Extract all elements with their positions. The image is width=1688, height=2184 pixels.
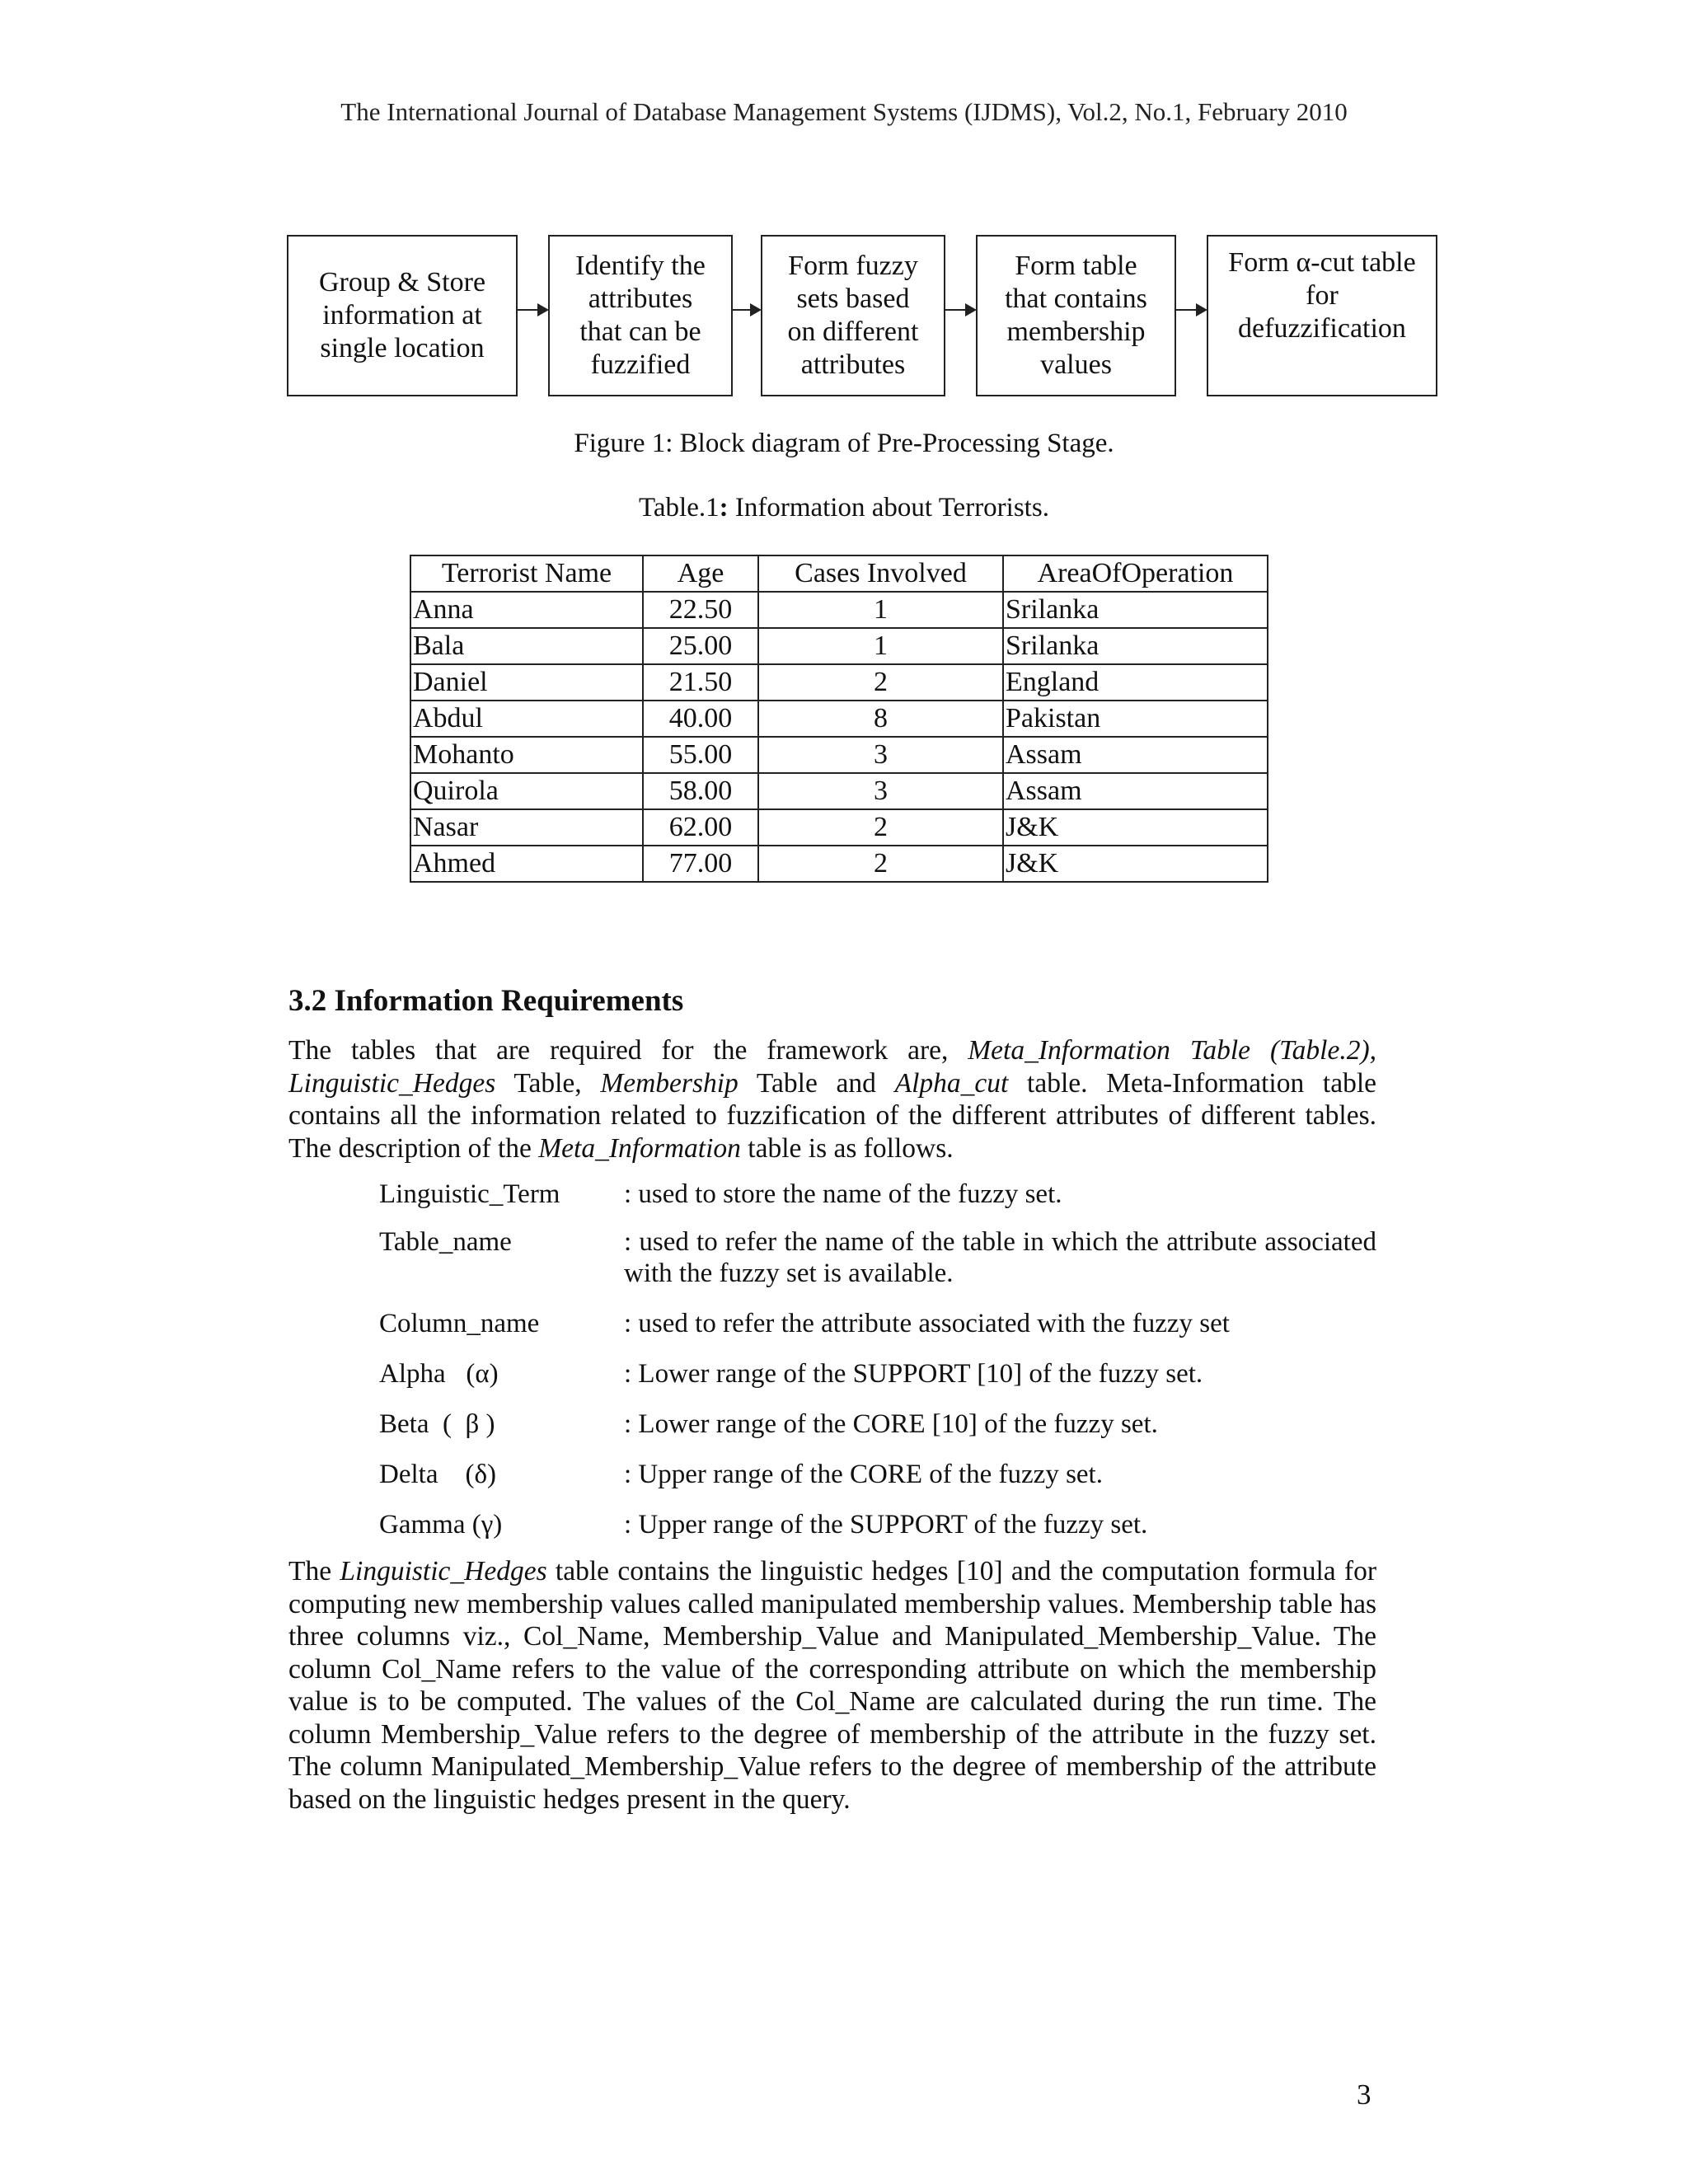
definition-desc: : Upper range of the SUPPORT of the fuzzy set. [624,1510,1148,1540]
diagram-block-4 [976,235,1176,396]
cell-cases: 3 [758,773,1003,809]
definition-term: Alpha (α) [379,1359,499,1389]
table-row [410,809,1268,846]
cell-age: 21.50 [643,664,758,701]
text-run: Table and [738,1067,895,1099]
diagram-block-3 [761,235,945,396]
cell-cases: 1 [758,628,1003,664]
cell-area: Srilanka [1003,592,1268,628]
text-run: table contains the linguistic hedges [10] and the computation formula for computing new membership values called manipulated membership values. Membership table has three columns viz., Col_Name, Membership_Value and Manipulated_Membership_Value. The column Col_Name refers to the value of the corresponding attribute on which the membership value is to be computed. The values of the Col_Name are calculated during the run time. The column Membership_Value refers to the degree of membership of the attribute in the fuzzy set. The column Manipulated_Membership_Value refers to the degree of membership of the attribute based on the linguistic hedges present in the query. [288,1556,1376,1815]
definition-term: Linguistic_Term [379,1179,560,1209]
cell-area: J&K [1003,809,1268,846]
italic-run: Membership [600,1067,738,1099]
block-line: on different [787,316,919,347]
block-line: Form table [1015,251,1137,281]
block-line: that contains [1005,284,1147,314]
cell-name: Bala [410,628,643,664]
cell-cases: 1 [758,592,1003,628]
cell-cases: 3 [758,737,1003,773]
block-line: Identify the [575,251,706,281]
italic-run: Meta_Information [538,1132,741,1164]
definition-desc: : Lower range of the CORE [10] of the fuzzy set. [624,1409,1158,1439]
text-run: table is as follows. [740,1132,954,1164]
definition-desc: : Lower range of the SUPPORT [10] of the fuzzy set. [624,1359,1203,1389]
table-row [410,737,1268,773]
cell-name: Ahmed [410,846,643,882]
diagram-block-5 [1207,235,1437,396]
terrorists-table [410,555,1268,883]
arrow-icon [1176,309,1206,311]
table-row [410,628,1268,664]
cell-area: England [1003,664,1268,701]
cell-age: 40.00 [643,701,758,737]
cell-age: 62.00 [643,809,758,846]
cell-area: Srilanka [1003,628,1268,664]
column-header: AreaOfOperation [1003,555,1268,592]
block-line: that can be [579,316,701,347]
cell-age: 55.00 [643,737,758,773]
definition-term: Beta ( β ) [379,1409,495,1439]
block-line: sets based [796,284,910,314]
cell-age: 22.50 [643,592,758,628]
text-run: The tables that are required for the framework are, [288,1035,968,1066]
definition-desc: : used to refer the attribute associated with the fuzzy set [624,1309,1230,1338]
block-line: Group & Store [318,267,486,298]
arrow-icon [733,309,760,311]
paragraph-intro [288,1034,1376,1165]
block-line: for [1306,280,1339,311]
cell-age: 58.00 [643,773,758,809]
cell-cases: 2 [758,846,1003,882]
table-caption-text: Information about Terrorists. [728,493,1049,523]
table-row [410,846,1268,882]
italic-run: Linguistic_Hedges [340,1556,547,1586]
table-row [410,701,1268,737]
journal-header: The International Journal of Database Management Systems (IJDMS), Vol.2, No.1, February 2010 [340,97,1348,126]
block-line: single location [320,333,485,363]
cell-age: 25.00 [643,628,758,664]
text-run: table. Meta-Information table contains all the information related to fuzzification of the different attributes of different tables. The description of the [288,1067,1376,1164]
arrow-icon [518,309,547,311]
cell-age: 77.00 [643,846,758,882]
table-row [410,664,1268,701]
block-line: membership [1006,316,1146,347]
definition-desc: : used to refer the name of the table in which the attribute associated with the fuzzy set is available. [624,1227,1376,1288]
table-caption-prefix: Table.1 [639,493,720,523]
text-run: The [288,1556,340,1586]
diagram-block-1 [287,235,518,396]
definition-desc: : Upper range of the CORE of the fuzzy set. [624,1460,1103,1489]
column-header: Age [643,555,758,592]
cell-cases: 2 [758,664,1003,701]
cell-name: Daniel [410,664,643,701]
block-line: fuzzified [590,349,691,380]
definition-term: Column_name [379,1309,540,1338]
section-title: 3.2 Information Requirements [288,984,684,1018]
table-row [410,773,1268,809]
diagram-block-2 [548,235,733,396]
block-line: Form α-cut table [1228,247,1416,278]
paragraph-hedges [288,1555,1376,1816]
cell-name: Mohanto [410,737,643,773]
figure-caption: Figure 1: Block diagram of Pre-Processing Stage. [574,429,1114,458]
page-number: 3 [1357,2079,1372,2111]
block-line: attributes [800,349,906,380]
italic-run: Meta_Information Table (Table.2), Linguistic_Hedges [288,1035,1376,1099]
block-line: Form fuzzy [788,251,918,281]
cell-area: Pakistan [1003,701,1268,737]
block-line: defuzzification [1238,313,1406,344]
cell-cases: 8 [758,701,1003,737]
cell-name: Anna [410,592,643,628]
column-header: Cases Involved [758,555,1003,592]
table-header-row [410,555,1268,592]
cell-cases: 2 [758,809,1003,846]
table-caption [0,493,1688,523]
definition-term: Table_name [379,1227,512,1257]
block-line: attributes [588,284,693,314]
table-row [410,592,1268,628]
italic-run: Alpha_cut [894,1067,1009,1099]
cell-area: Assam [1003,773,1268,809]
column-header: Terrorist Name [410,555,643,592]
block-line: values [1040,349,1112,380]
block-line: information at [322,300,482,330]
arrow-icon [945,309,975,311]
cell-name: Abdul [410,701,643,737]
definition-desc: : used to store the name of the fuzzy set. [624,1179,1062,1209]
cell-area: J&K [1003,846,1268,882]
definition-term: Delta (δ) [379,1460,496,1489]
definition-term: Gamma (γ) [379,1510,503,1540]
cell-name: Quirola [410,773,643,809]
table-caption-colon: : [719,493,729,523]
text-run: Table, [495,1067,601,1099]
cell-name: Nasar [410,809,643,846]
cell-area: Assam [1003,737,1268,773]
